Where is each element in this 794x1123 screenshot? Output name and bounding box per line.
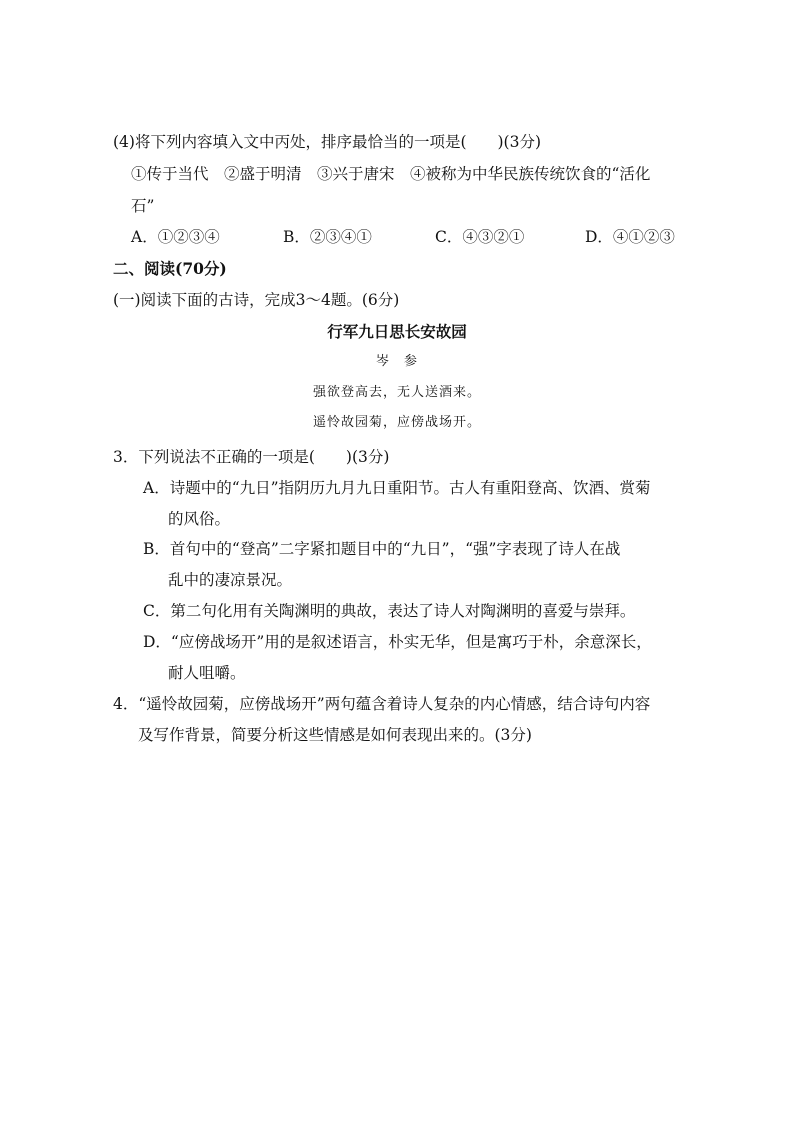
question-4b-line2: 及写作背景，简要分析这些情感是如何表现出来的。(3分) (138, 726, 532, 744)
poem-line-1: 强欲登高去，无人送酒来。 (312, 385, 481, 400)
section-heading: 二、阅读(70分) (113, 259, 227, 278)
q3-option-a-line1: A．诗题中的“九日”指阴历九月九日重阳节。古人有重阳登高、饮酒、赏菊 (143, 479, 651, 497)
option-c: C．④③②① (435, 228, 525, 246)
q3-option-a-line2: 的风俗。 (168, 510, 231, 528)
question-4-stem: (4)将下列内容填入文中丙处，排序最恰当的一项是( )(3分) (113, 133, 542, 151)
question-4-items-line1: ①传于当代 ②盛于明清 ③兴于唐宋 ④被称为中华民族传统饮食的“活化 (131, 165, 651, 183)
poem-title: 行军九日思长安故园 (327, 322, 467, 341)
q3-option-b-line1: B．首句中的“登高”二字紧扣题目中的“九日”，“强”字表现了诗人在战 (143, 540, 621, 558)
q3-option-d-line2: 耐人咀嚼。 (168, 664, 246, 682)
option-d: D．④①②③ (585, 228, 675, 246)
q3-option-b-line2: 乱中的凄凉景况。 (168, 571, 293, 589)
question-4-items-line2: 石” (131, 197, 155, 215)
q3-option-d-line1: D．“应傍战场开”用的是叙述语言，朴实无华，但是寓巧于朴，余意深长， (143, 633, 652, 651)
question-3-stem: 3．下列说法不正确的一项是( )(3分) (113, 448, 390, 466)
option-a: A．①②③④ (131, 228, 220, 246)
part-intro: (一)阅读下面的古诗，完成3～4题。(6分) (113, 291, 400, 309)
q3-option-c-line1: C．第二句化用有关陶渊明的典故，表达了诗人对陶渊明的喜爱与崇拜。 (143, 602, 636, 620)
poem-line-2: 遥怜故园菊，应傍战场开。 (312, 415, 481, 430)
poem-author: 岑 参 (375, 354, 418, 369)
question-4b-line1: 4．“遥怜故园菊，应傍战场开”两句蕴含着诗人复杂的内心情感，结合诗句内容 (113, 695, 651, 713)
option-b: B．②③④① (283, 228, 372, 246)
